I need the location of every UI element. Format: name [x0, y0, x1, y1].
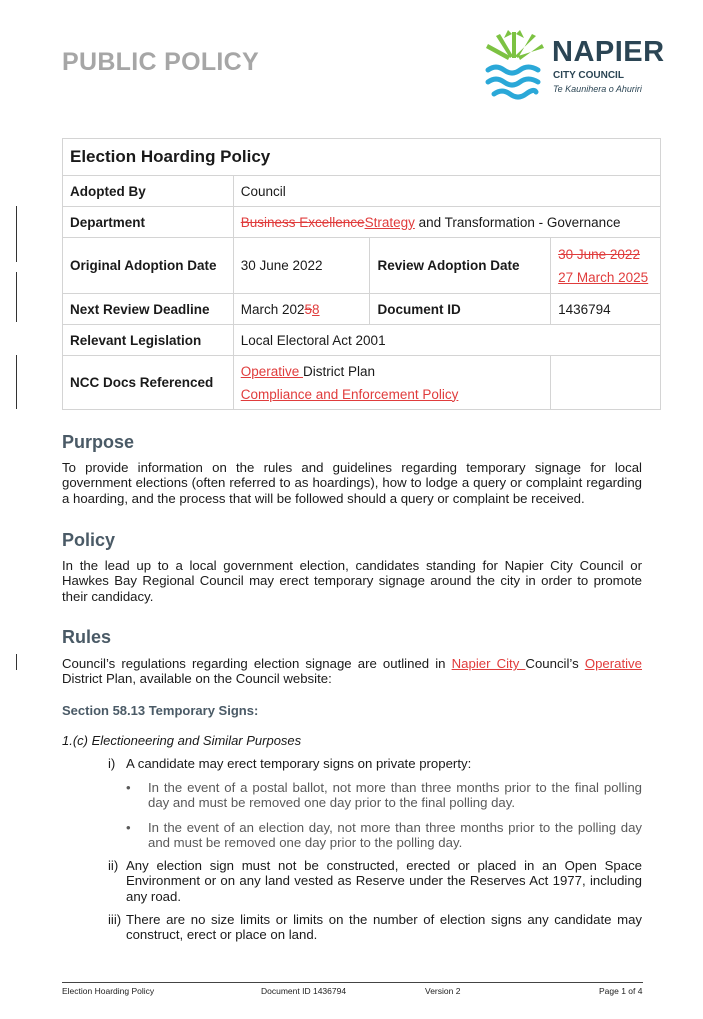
bullet-item	[126, 780, 642, 811]
list-text: A candidate may erect temporary signs on private property:	[126, 756, 472, 771]
section-heading: Section 58.13 Temporary Signs:	[62, 703, 259, 718]
bullet-item	[126, 820, 642, 851]
change-bar	[16, 206, 17, 262]
list-number: ii)	[108, 858, 119, 873]
document-id-label: Document ID	[370, 294, 551, 325]
next-review-value	[233, 294, 370, 325]
legislation-label: Relevant Legislation	[63, 325, 234, 356]
empty-cell	[551, 356, 661, 410]
table-row	[63, 238, 661, 294]
bullet-text: In the event of a postal ballot, not more than three months prior to the final polling day and must be removed one day prior to the final polling day.	[148, 780, 642, 811]
list-item	[108, 912, 642, 943]
original-adoption-value: 30 June 2022	[233, 238, 370, 294]
purpose-heading: Purpose	[62, 432, 135, 452]
department-value	[233, 207, 660, 238]
inserted-text: Operative	[240, 363, 304, 379]
policy-text: In the lead up to a local government election, candidates standing for Napier City Council or Hawkes Bay Regional Council may erect temporary signage around the city in order to promote their candidacy.	[62, 558, 642, 604]
inserted-text: Operative	[584, 656, 642, 671]
bullet-icon: •	[126, 780, 131, 795]
logo-maori-name: Te Kaunihera o Ahuriri	[553, 84, 642, 94]
department-rest: and Transformation - Governance	[414, 214, 621, 230]
change-bar	[16, 654, 17, 670]
footer-divider	[62, 982, 643, 983]
table-title: Election Hoarding Policy	[63, 139, 661, 176]
inserted-text: Strategy	[364, 214, 415, 230]
purpose-text: To provide information on the rules and guidelines regarding temporary signage for local government elections (often referred to as hoardings), how to lodge a query or complaint regarding a hoarding, and the process that will be followed should a query or complaint be received.	[62, 460, 642, 506]
page-title: PUBLIC POLICY	[62, 48, 259, 76]
next-review-label: Next Review Deadline	[63, 294, 234, 325]
inserted-text: Napier City	[451, 656, 526, 671]
table-row	[63, 207, 661, 238]
adopted-by-label: Adopted By	[63, 176, 234, 207]
rules-intro-c: District Plan, available on the Council website:	[62, 671, 332, 687]
change-bar	[16, 355, 17, 409]
bullet-text: In the event of an election day, not more than three months prior to the polling day and must be removed one day prior to the polling day.	[148, 820, 642, 851]
deleted-text: 5	[304, 301, 313, 317]
document-id-value: 1436794	[551, 294, 661, 325]
original-adoption-label: Original Adoption Date	[63, 238, 234, 294]
rules-intro-b: Council’s	[525, 656, 585, 671]
compliance-policy-link[interactable]: Compliance and Enforcement Policy	[240, 386, 459, 402]
policy-heading: Policy	[62, 530, 116, 550]
next-review-prefix: March 202	[240, 301, 305, 317]
deleted-text: 30 June 2022	[558, 246, 640, 262]
rules-intro	[62, 656, 642, 687]
change-bar	[16, 272, 17, 322]
bullet-icon: •	[126, 820, 131, 835]
footer-version: Version 2	[425, 986, 461, 996]
footer-page-number: Page 1 of 4	[599, 986, 643, 996]
napier-logo	[482, 26, 665, 106]
list-number: i)	[108, 756, 116, 771]
list-text: There are no size limits or limits on the number of election signs any candidate may construct, erect or place on land.	[126, 912, 642, 943]
table-row	[63, 356, 661, 410]
table-row	[63, 176, 661, 207]
inserted-text: 27 March 2025	[558, 269, 649, 285]
list-number: iii)	[108, 912, 122, 927]
review-adoption-label: Review Adoption Date	[370, 238, 551, 294]
deleted-text: Business Excellence	[240, 214, 365, 230]
rules-intro-a: Council’s regulations regarding election signage are outlined in	[62, 656, 452, 671]
table-row	[63, 325, 661, 356]
adopted-by-value: Council	[233, 176, 660, 207]
docs-referenced-label: NCC Docs Referenced	[63, 356, 234, 410]
inserted-text: 8	[312, 301, 320, 317]
department-label: Department	[63, 207, 234, 238]
table-row	[63, 294, 661, 325]
logo-name: NAPIER	[552, 36, 665, 68]
review-adoption-value	[551, 238, 661, 294]
list-text: Any election sign must not be constructed, erected or placed in an Open Space Environment or on any land vested as Reserve under the Reserves Act 1977, including any road.	[126, 858, 642, 904]
docs-referenced-value	[233, 356, 550, 410]
logo-subtitle: CITY COUNCIL	[553, 70, 624, 81]
logo-mark-icon	[482, 26, 546, 104]
footer-title: Election Hoarding Policy	[62, 986, 155, 996]
footer-document-id: Document ID 1436794	[261, 986, 347, 996]
policy-details-table	[62, 138, 661, 410]
list-item	[108, 858, 642, 904]
table-title-row	[63, 139, 661, 176]
district-plan-text: District Plan	[303, 363, 376, 379]
subsection-heading: 1.(c) Electioneering and Similar Purposes	[62, 733, 302, 748]
rules-heading: Rules	[62, 627, 112, 647]
legislation-value: Local Electoral Act 2001	[233, 325, 660, 356]
list-item	[108, 756, 642, 771]
